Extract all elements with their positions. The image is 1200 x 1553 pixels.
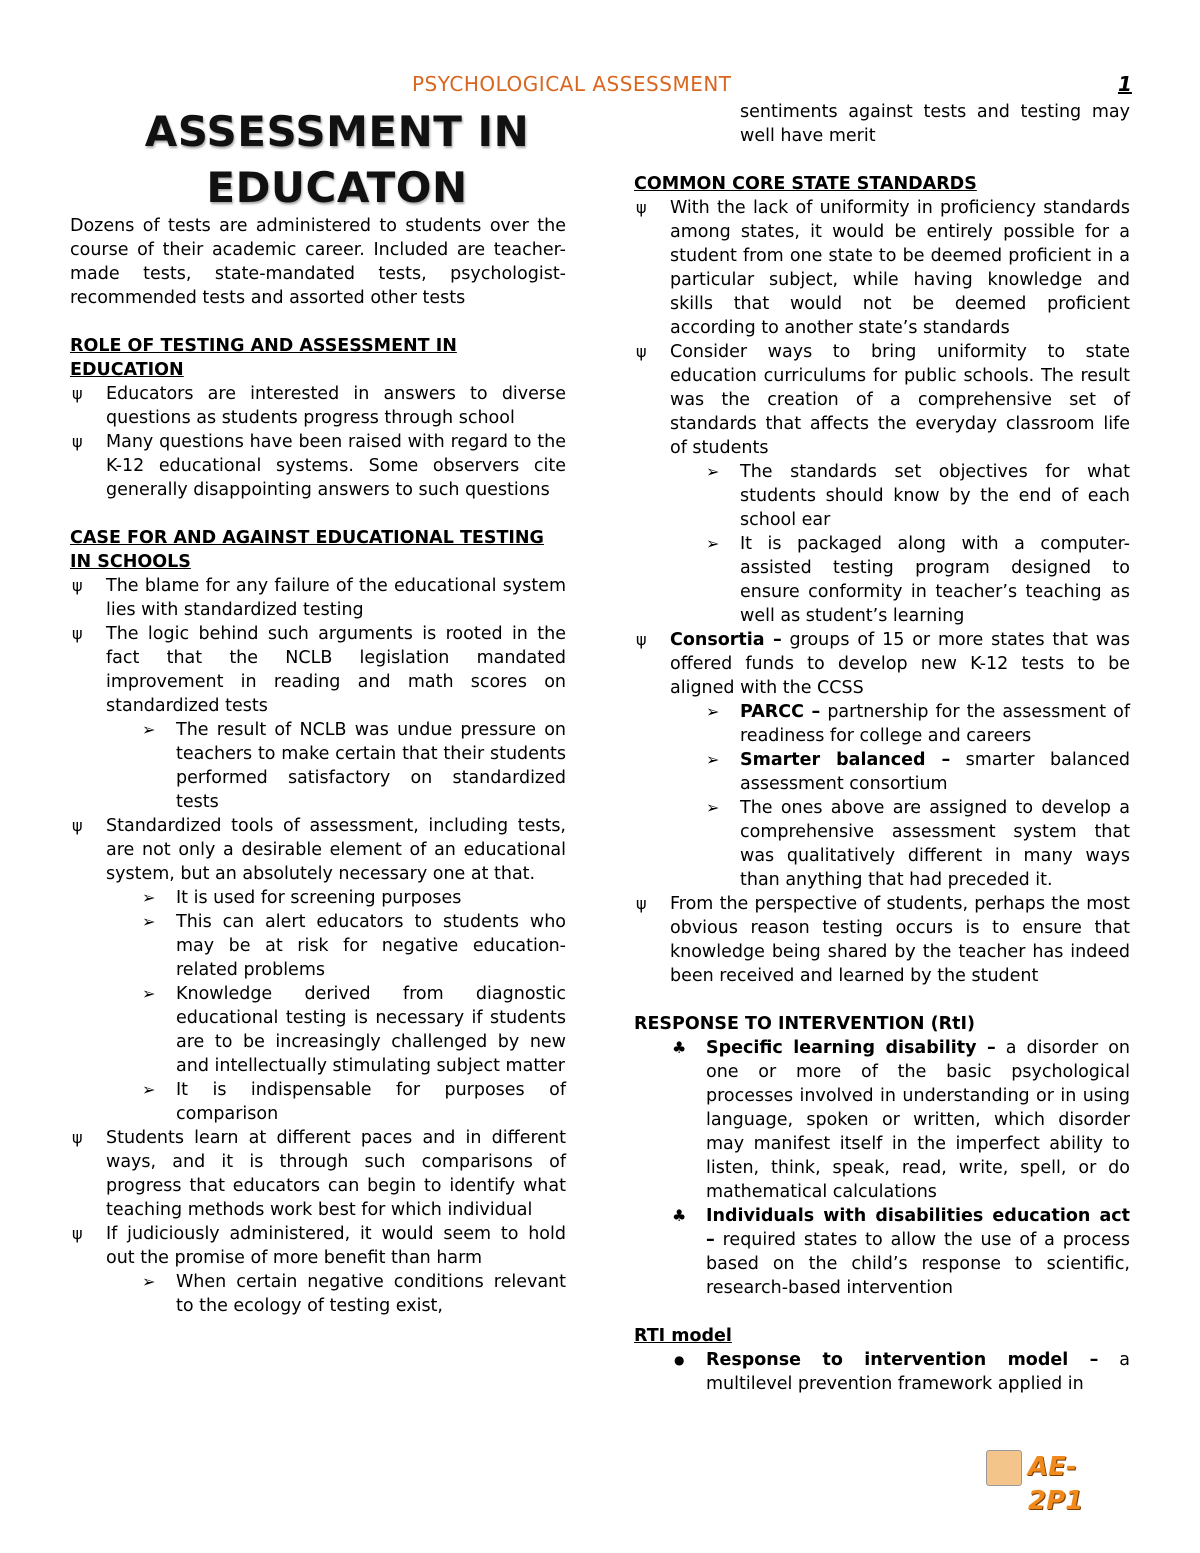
club-bullet-icon: ♣	[672, 1206, 687, 1225]
psi-bullet-icon: ψ	[72, 1128, 83, 1147]
rti-item	[634, 1036, 1130, 1204]
club-bullet-icon: ♣	[672, 1038, 687, 1057]
dot-bullet-icon: ●	[674, 1353, 685, 1367]
case-subitem	[70, 718, 566, 814]
consortia-term: Consortia –	[670, 630, 782, 650]
logo-avatar-icon	[986, 1450, 1022, 1486]
case-subitem-text: The result of NCLB was undue pressure on teachers to make certain that their students performed satisfactory on standardized tests	[176, 720, 566, 812]
arrow-bullet-icon: ➢	[706, 534, 720, 553]
ccss-subitem-text: The standards set objectives for what students should know by the end of each school ear	[740, 462, 1130, 530]
rti-model-heading: RTI model	[634, 1326, 732, 1346]
arrow-bullet-icon: ➢	[142, 1080, 156, 1099]
case-subitem-text: It is used for screening purposes	[176, 888, 462, 908]
intro-paragraph: Dozens of tests are administered to students over the course of their academic career. Included are teacher-made tests, state-mandated tests, psychologist-recommended tests and assorted other tests	[70, 216, 566, 308]
role-item-text: Educators are interested in answers to diverse questions as students progress through school	[106, 384, 566, 428]
idea-term: Individuals with disabilities education act –	[706, 1206, 1130, 1250]
rti-model-item	[634, 1348, 1130, 1396]
ccss-item-text: From the perspective of students, perhaps the most obvious reason testing occurs is to ensure that knowledge being shared by the teacher has indeed been received and learned by the student	[670, 894, 1130, 986]
role-item	[70, 382, 566, 430]
role-item	[70, 430, 566, 502]
psi-bullet-icon: ψ	[72, 576, 83, 595]
idea-definition: required states to allow the use of a process based on the child’s response to scientific, research-based intervention	[706, 1230, 1130, 1298]
smarter-term: Smarter balanced –	[740, 750, 951, 770]
header-title: PSYCHOLOGICAL ASSESSMENT	[412, 72, 732, 96]
smarter-definition: smarter balanced assessment consortium	[740, 750, 1130, 794]
case-item-text: The logic behind such arguments is rooted in the fact that the NCLB legislation mandated improvement in reading and math scores on standardized tests	[106, 624, 566, 716]
case-subitem	[70, 910, 566, 982]
case-subitem-text: Knowledge derived from diagnostic educational testing is necessary if students are to be increasingly challenged by new and intellectually stimulating subject matter	[176, 984, 566, 1076]
role-item-text: Many questions have been raised with regard to the K-12 educational systems. Some observers cite generally disappointing answers to such questions	[106, 432, 566, 500]
document-title-line2: EDUCATON	[206, 163, 468, 212]
ccss-subitem	[634, 700, 1130, 748]
case-subitem-text: It is indispensable for purposes of comparison	[176, 1080, 566, 1124]
ccss-item	[634, 340, 1130, 460]
psi-bullet-icon: ψ	[72, 624, 83, 643]
parcc-definition: partnership for the assessment of readiness for college and careers	[740, 702, 1130, 746]
psi-bullet-icon: ψ	[636, 630, 647, 649]
ccss-item	[634, 628, 1130, 700]
rti-heading: RESPONSE TO INTERVENTION (RtI)	[634, 1014, 976, 1034]
arrow-bullet-icon: ➢	[706, 462, 720, 481]
case-item-text: Standardized tools of assessment, including tests, are not only a desirable element of an educational system, but an absolutely necessary one at that.	[106, 816, 566, 884]
ccss-subitem	[634, 460, 1130, 532]
parcc-term: PARCC –	[740, 702, 821, 722]
ccss-heading: COMMON CORE STATE STANDARDS	[634, 174, 977, 194]
arrow-bullet-icon: ➢	[142, 984, 156, 1003]
psi-bullet-icon: ψ	[636, 198, 647, 217]
arrow-bullet-icon: ➢	[706, 798, 720, 817]
right-column	[634, 100, 1130, 1396]
sld-term: Specific learning disability –	[706, 1038, 996, 1058]
rti-model-term: Response to intervention model –	[706, 1350, 1099, 1370]
arrow-bullet-icon: ➢	[706, 750, 720, 769]
psi-bullet-icon: ψ	[636, 894, 647, 913]
arrow-bullet-icon: ➢	[706, 702, 720, 721]
case-subitem-text: When certain negative conditions relevant to the ecology of testing exist,	[176, 1272, 566, 1316]
arrow-bullet-icon: ➢	[142, 1272, 156, 1291]
arrow-bullet-icon: ➢	[142, 888, 156, 907]
case-item-text: The blame for any failure of the educational system lies with standardized testing	[106, 576, 566, 620]
case-subitem	[70, 886, 566, 910]
case-item	[70, 574, 566, 622]
ccss-item	[634, 892, 1130, 988]
psi-bullet-icon: ψ	[72, 816, 83, 835]
document-title	[70, 104, 604, 216]
case-item-text: If judiciously administered, it would seem to hold out the promise of more benefit than harm	[106, 1224, 566, 1268]
ccss-item	[634, 196, 1130, 340]
ccss-item-text: With the lack of uniformity in proficiency standards among states, it would be entirely possible for a student from one state to be deemed proficient in a particular subject, while having knowledge and skills that would not be deemed proficient according to another state’s standards	[670, 198, 1130, 338]
case-subitem-text: This can alert educators to students who may be at risk for negative education-related problems	[176, 912, 566, 980]
page-number: 1	[1118, 72, 1132, 96]
psi-bullet-icon: ψ	[636, 342, 647, 361]
ccss-item-text: Consider ways to bring uniformity to state education curriculums for public schools. The result was the creation of a comprehensive set of standards that affects the everyday classroom life of students	[670, 342, 1130, 458]
ccss-subitem-text: It is packaged along with a computer-assisted testing program designed to ensure conformity in teacher’s teaching as well as student’s learning	[740, 534, 1130, 626]
case-heading: CASE FOR AND AGAINST EDUCATIONAL TESTING IN SCHOOLS	[70, 528, 544, 572]
case-subitem-continuation: sentiments against tests and testing may well have merit	[740, 102, 1130, 146]
case-item	[70, 814, 566, 886]
case-subitem	[70, 1078, 566, 1126]
psi-bullet-icon: ψ	[72, 1224, 83, 1243]
psi-bullet-icon: ψ	[72, 384, 83, 403]
case-item-text: Students learn at different paces and in different ways, and it is through such comparisons of progress that educators can begin to identify what teaching methods work best for which individual	[106, 1128, 566, 1220]
case-subitem	[70, 982, 566, 1078]
psi-bullet-icon: ψ	[72, 432, 83, 451]
arrow-bullet-icon: ➢	[142, 912, 156, 931]
logo-text: AE-2P1	[1028, 1452, 1084, 1516]
consortia-definition: groups of 15 or more states that was offered funds to develop new K-12 tests to be aligned with the CCSS	[670, 630, 1130, 698]
case-item	[70, 622, 566, 718]
case-subitem	[70, 1270, 566, 1318]
arrow-bullet-icon: ➢	[142, 720, 156, 739]
case-item	[70, 1222, 566, 1270]
case-item	[70, 1126, 566, 1222]
ccss-subitem	[634, 532, 1130, 628]
rti-item	[634, 1204, 1130, 1300]
footer-logo	[986, 1450, 1126, 1516]
rti-model-definition: a multilevel prevention framework applied in	[706, 1350, 1130, 1394]
role-heading: ROLE OF TESTING AND ASSESSMENT IN EDUCATION	[70, 336, 457, 380]
ccss-subitem	[634, 796, 1130, 892]
ccss-subitem-text: The ones above are assigned to develop a comprehensive assessment system that was qualitatively different in many ways than anything that had preceded it.	[740, 798, 1130, 890]
sld-definition: a disorder on one or more of the basic psychological processes involved in understanding or in using language, spoken or written, which disorder may manifest itself in the imperfect ability to listen, think, speak, read, write, spell, or do mathematical calculations	[706, 1038, 1131, 1202]
ccss-subitem	[634, 748, 1130, 796]
left-column	[70, 214, 566, 1318]
document-title-line1: ASSESSMENT IN	[144, 107, 530, 156]
